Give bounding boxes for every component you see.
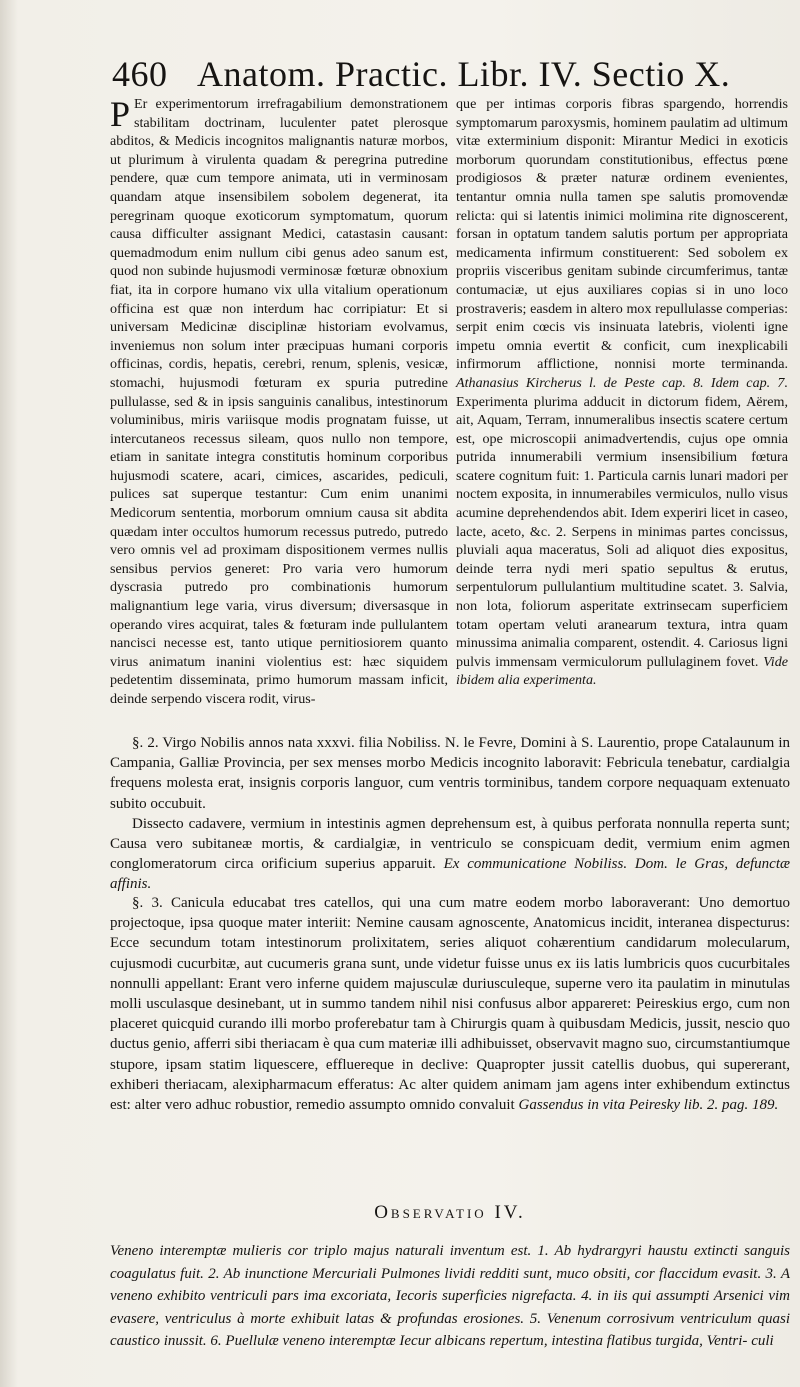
left-column-text: Er experimentorum irrefragabilium demonstrationem stabilitam doctrinam, luculenter patet plerosque abditos, & Medicis incognitos malignantis naturæ morbos, ut plurimum à virulenta quadam & peregrina putredine pendere, quæ cum tempore animata, uti in verminosam quandam atque insensibilem sobolem degenerat, ita peregrinam quoque exoticorum symptomatum, quorum causa difficulter assignant Medici, catastasin causant: quemadmodum enim nullum cibi genus adeo sanum est, quod non subinde hujusmodi verminosæ fœturæ obnoxium fiat, ita in corpore humano vix ulla vitalium operationum officina est quæ non interdum hac corripiatur: Et si universam Medicinæ disciplinæ historiam evolvamus, inveniemus non solum inter præcipuas humani corporis officinas, cordis, hepatis, cerebri, renum, splenis, vesicæ, stomachi, hujusmodi fœturam ex spuria putredine pullulasse, sed & in ipsis sanguinis canalibus, intestinorum voluminibus, miris variisque modis prognatam fuisse, ut intercutaneos recessus sileam, quos nullo non tempore, etiam in sanitate integra constitutis hominum corporibus hujusmodi scatere, acari, cimices, ascarides, pediculi, pulices sat superque testantur: Cum enim unanimi Medicorum sententia, morborum omnium causa sit abdita quædam inter occultos humorum recessus putredo, putredo vero omnis vel ad proximam dispositionem vermes nullis sensibus pervios generet: Pro varia vero humorum dyscrasia putredo pro combinationis humorum malignantium lege varia, virus diversum; diversasque in operando vires acquirat, tales & fœturam inde pullulantem nancisci necesse est, tanto utique pernitiosiorem quanto virus animatum inanini violentius est: hæc siquidem pedetentim disseminata, primo humorum massam inficit, deinde serpendo viscera rodit, virus- [110, 96, 448, 707]
right-column-paragraph [456, 95, 788, 690]
right-column [456, 95, 788, 740]
observatio-summary [110, 1240, 790, 1380]
section-3-source: Gassendus in vita Peiresky lib. 2. pag. 189. [518, 1097, 779, 1114]
right-column-text-continued: Experimenta plurima adducit in dictorum fidem, Aërem, ait, Aquam, Terram, innumeralibus insectis scatere certum est, ope microscopii animadvertendis, cujus ope omnia putrida innumerabili vermium insensibilium fœtura scatere cognitum fuit: 1. Particula carnis lunari madori per noctem exposita, in innumerabiles vermiculos, nullo visus acumine deprehendendos abit. Idem experiri licet in caseo, lacte, aceto, &c. 2. Serpens in minimas partes concissus, pluviali aqua maceratus, Soli ad aliquot dies expositus, deinde terra nydi meri spatio sepultus & erutus, serpentulorum pullulantium multitudine scatet. 3. Salvia, non lota, foliorum asperitate extrinsecam superficiem totam opertam veluti aranearum textura, intra quam minussima animalia comparent, ostendit. 4. Cariosus ligni pulvis immensam vermiculorum pullulaginem fovet. [456, 393, 788, 670]
left-column-paragraph [110, 95, 448, 709]
section-2-paragraph-2 [110, 814, 790, 895]
catchword: culi [751, 1333, 774, 1349]
observatio-text: Veneno interemptæ mulieris cor triplo majus naturali inventum est. 1. Ab hydrargyri haustu extincti sanguis coagulatus fuit. 2. Ab inunctione Mercuriali Pulmones lividi redditi sunt, muco obsiti, cor flaccidum evasit. 3. A veneno exhibito ventriculi pars ima excoriata, Iecoris superficies nigrefacta. 4. in iis qui assumpti Arsenici vim evasere, ventriculus à morte exhibuit latas & profundas erosiones. 5. Venenum corrosivum ventriculum quasi caustico inussit. 6. Puellulæ veneno interemptæ Iecur albicans repertum, intestina flatibus turgida, Ventri- [110, 1243, 790, 1349]
section-3 [110, 893, 790, 1185]
page-number: 460 [112, 54, 168, 94]
closing-note: Vide ibidem alia experimenta. [456, 653, 788, 689]
kircher-citation: Athanasius Kircherus l. de Peste cap. 8. Idem cap. 7. [456, 374, 788, 391]
section-2-source: Ex communicatione Nobiliss. Dom. le Gras, defunctæ affinis. [110, 856, 791, 893]
right-column-text: que per intimas corporis fibras spargendo, horrendis symptomarum paroxysmis, hominem paulatim ad ultimum vitæ exterminium disponit: Mirantur Medici in exoticis morborum quorundam constitutionibus, effectus pœne prodigiosos & præter naturæ ordinem evenientes, tentantur omnia nulla tamen spe salutis promovendæ relicta: qui si latentis inimici molimina rite dignoscerent, forsan in optatum tandem salutis portum per appropriata medicamenta infirmum constituerent: Sed sobolem ex propriis visceribus genitam subinde circumferimus, tantæ contumaciæ, ut ejus auxiliares copias si in uno loco prostraveris; easdem in altero mox repullulasse comperias: serpit enim cœcis vis insinuata latebris, violenti igne impetu omnia evertit & conficit, cum inexplicabili infirmorum afflictione, nonnisi morte terminanda. [456, 96, 788, 373]
drop-cap: P [110, 94, 131, 134]
left-column [110, 95, 448, 740]
observatio-summary-text [110, 1240, 790, 1353]
page-header [112, 48, 792, 100]
observatio-heading: Observatio IV. [374, 1202, 526, 1223]
section-2-paragraph-1: §. 2. Virgo Nobilis annos nata xxxvi. filia Nobiliss. N. le Fevre, Domini à S. Laurentio, prope Catalaunum in Campania, Galliæ Provincia, per sex menses morbo Medicis incognito laboravit: Febricula tenebatur, cardialgia frequens molesta erat, insignis corporis languor, cum ventris torminibus, tandem corpore nequaquam extenuato subito occubuit. [110, 735, 790, 812]
section-3-text: §. 3. Canicula educabat tres catellos, qui una cum matre eodem morbo laboraverant: Uno demortuo projectoque, ipsa quoque mater interiit: Nemine causam agnoscente, Anatomicus incidit, interanea dispecturus: Ecce secundum totam intestinorum prolixitatem, series aliquot cohærentium candidarum molecularum, cujusmodi cucurbitæ, aut cucumeris grana sunt, unde videtur fuisse unus ex iis latis lumbricis quos cucurbitales nonnulli appellant: Erant vero inferne quidem majusculæ duriusculeque, superne vero ita paulatim in minutulas molli usculasque desinebant, ut in summo tandem nihil nisi confusus albor appareret: Peireskius ergo, cum non placeret quicquid curando illi morbo proferebatur tam à Chirurgis quam à quibusdam Medicis, jussit, nescio quo ductus genio, afferri sibi theriacam è qua cum materiæ illi adhibuisset, observavit magno suo, circumstantiumque stupore, ipsam statim liquescere, effluereque in declive: Quapropter jussit catellis duobus, qui supererant, exhiberi theriacam, alexipharmacum efferatus: Ac alter quidem animam jam agens inter exhibendum extinctus est: alter vero adhuc robustior, remedio assumpto omnido convaluit [110, 895, 790, 1114]
section-3-paragraph [110, 893, 790, 1115]
section-2-paragraph-2-text: Dissecto cadavere, vermium in intestinis agmen deprehensum est, à quibus perforata nonnulla reperta sunt; Causa vero subitaneæ mortis, & cardialgiæ, in ventriculo se conspicuam dedit, vermium enim agmen conglomeratorum circa orificium superius apparuit. [110, 815, 790, 873]
section-2 [110, 733, 791, 893]
running-title: Anatom. Practic. Libr. IV. Sectio X. [197, 54, 731, 94]
